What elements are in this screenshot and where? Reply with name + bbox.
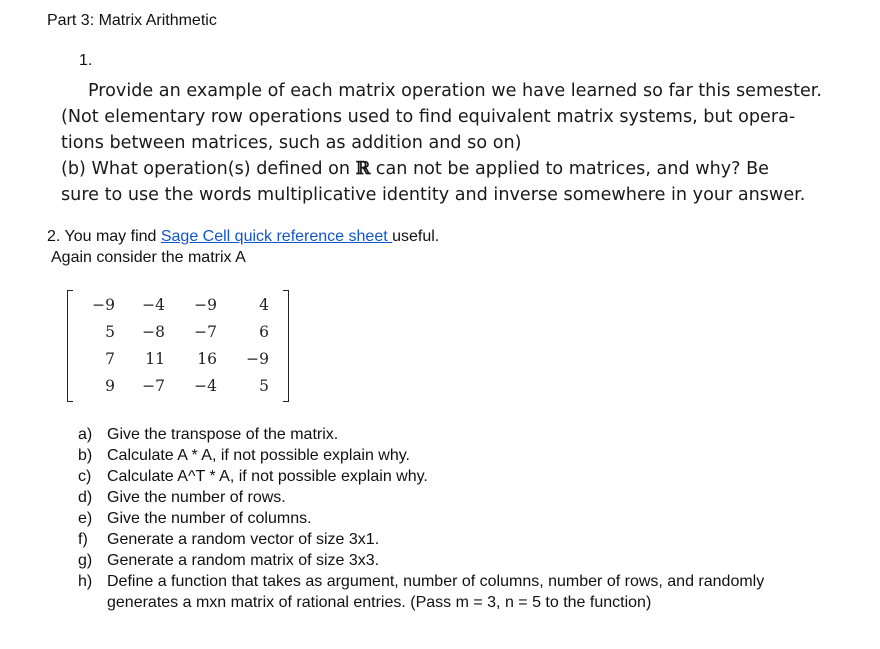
list-item	[78, 571, 767, 613]
part-letter: c)	[78, 468, 92, 485]
real-numbers-symbol: ℝ	[355, 158, 371, 179]
matrix-entries	[81, 292, 269, 400]
list-item	[78, 487, 767, 508]
matrix-cell: 7	[105, 350, 115, 368]
matrix-cell: −9	[92, 296, 115, 314]
part-letter: d)	[78, 489, 93, 506]
matrix-cell: −7	[194, 323, 217, 341]
list-item	[78, 508, 767, 529]
matrix-cell: −4	[194, 377, 217, 395]
q1-line-b-start: (b) What operation(s) defined on	[61, 159, 356, 179]
part-text: Calculate A^T * A, if not possible explain why.	[107, 468, 428, 485]
matrix-right-bracket	[283, 290, 289, 402]
part-title: Part 3: Matrix Arithmetic	[47, 12, 217, 29]
part-text: Calculate A * A, if not possible explain why.	[107, 447, 410, 464]
part-letter: a)	[78, 426, 93, 443]
matrix-cell: 11	[145, 350, 165, 368]
matrix-cell: −9	[246, 350, 269, 368]
matrix-left-bracket	[67, 290, 73, 402]
question-1-text	[61, 78, 831, 208]
question-1-number: 1.	[79, 52, 93, 69]
matrix-cell: 4	[259, 296, 269, 314]
part-letter: e)	[78, 510, 93, 527]
part-text: Generate a random matrix of size 3x3.	[107, 552, 380, 569]
matrix-cell: −4	[142, 296, 165, 314]
part-letter: b)	[78, 447, 93, 464]
q1-line-b	[61, 156, 831, 182]
q2-suffix: useful.	[392, 228, 440, 245]
part-letter: h)	[78, 573, 93, 590]
matrix-cell: 9	[105, 377, 115, 395]
sage-cell-reference-link[interactable]: Sage Cell quick reference sheet	[160, 228, 393, 245]
q1-line: Provide an example of each matrix operation we have learned so far this semester.	[88, 81, 823, 101]
matrix-cell: −7	[142, 377, 165, 395]
matrix-a	[67, 290, 289, 400]
q2-prefix: 2. You may find	[47, 228, 161, 245]
q1-line-b-end: can not be applied to matrices, and why? Be	[370, 159, 769, 179]
matrix-cell: 5	[105, 323, 115, 341]
list-item	[78, 550, 767, 571]
question-2-intro	[47, 228, 439, 246]
matrix-cell: 5	[259, 377, 269, 395]
question-2-matrix-intro: Again consider the matrix A	[51, 249, 246, 266]
part-letter: g)	[78, 552, 93, 569]
part-text: Generate a random vector of size 3x1.	[107, 531, 380, 548]
q1-line: (Not elementary row operations used to find equivalent matrix systems, but opera-	[61, 107, 796, 127]
q1-line: tions between matrices, such as addition and so on)	[61, 133, 522, 153]
part-text: Give the number of rows.	[107, 489, 286, 506]
matrix-cell: −9	[194, 296, 217, 314]
question-2-parts	[78, 424, 767, 613]
matrix-cell: 6	[259, 323, 269, 341]
part-text: Define a function that takes as argument, number of columns, number of rows, and randomly generates a mxn matrix of rational entries. (Pass m = 3, n = 5 to the function)	[107, 573, 765, 611]
list-item	[78, 466, 767, 487]
part-text: Give the number of columns.	[107, 510, 312, 527]
list-item	[78, 424, 767, 445]
part-text: Give the transpose of the matrix.	[107, 426, 339, 443]
q1-line: sure to use the words multiplicative identity and inverse somewhere in your answer.	[61, 185, 806, 205]
matrix-cell: −8	[142, 323, 165, 341]
list-item	[78, 445, 767, 466]
part-letter: f)	[78, 531, 88, 548]
list-item	[78, 529, 767, 550]
matrix-cell: 16	[197, 350, 217, 368]
